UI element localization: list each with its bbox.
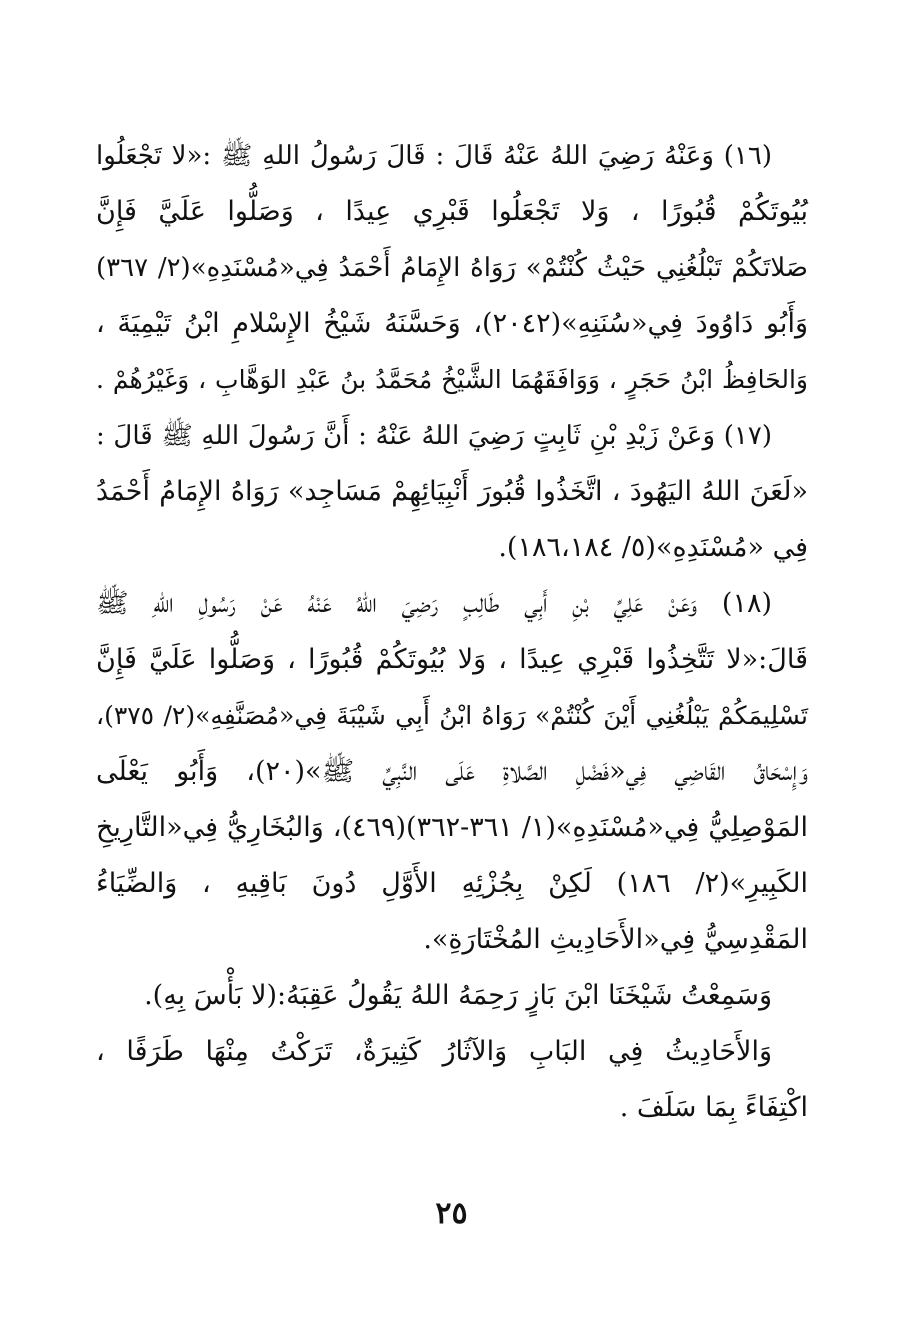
text-line: قَالَ:«لا تَتَّخِذُوا قَبْرِي عِيدًا ، وَلا بُيُوتَكُمْ قُبُورًا ، وَصَلُّوا عَلَيَّ فَإِنَّ	[96, 644, 808, 675]
text-line: «لَعَنَ اللهُ اليَهُودَ ، اتَّخَذُوا قُبُورَ أَنْبِيَائِهِمْ مَسَاجِد» رَوَاهُ الإِمَامُ أَحْمَدُ	[96, 476, 808, 507]
text-line-hadith-16-start: (١٦) وَعَنْهُ رَضِيَ اللهُ عَنْهُ قَالَ : قَالَ رَسُولُ اللهِ ﷺ :«لا تَجْعَلُوا	[96, 141, 772, 171]
page-number: ٢٥	[435, 1196, 468, 1231]
text-line: صَلاتَكُمْ تَبْلُغُنِي حَيْثُ كُنْتُمْ» رَوَاهُ الإِمَامُ أَحْمَدُ فِي«مُسْنَدِهِ»(٢/ ٣٦٧)	[96, 253, 808, 283]
text-line-closing: وَالأَحَادِيثُ فِي البَابِ وَالآثَارُ كَثِيرَةٌ، تَرَكْتُ مِنْهَا طَرَفًا ،	[96, 1036, 772, 1067]
text-line: المَقْدِسِيُّ فِي«الأَحَادِيثِ المُخْتَارَةِ».	[423, 924, 808, 955]
text-line: اكْتِفَاءً بِمَا سَلَفَ .	[619, 1092, 808, 1123]
text-line: فِي «مُسْنَدِهِ»(٥/ ١٨٦،١٨٤).	[498, 532, 808, 563]
text-line: تَسْلِيمَكُمْ يَبْلُغُنِي أَيْنَ كُنْتُمْ» رَوَاهُ ابْنُ أَبِي شَيْبَةَ فِي«مُصَنَّفِهِ»(٢/ ٣٧٥)،	[96, 701, 809, 730]
text-line: بُيُوتَكُمْ قُبُورًا ، وَلا تَجْعَلُوا قَبْرِي عِيدًا ، وَصَلُّوا عَلَيَّ فَإِنَّ	[96, 196, 808, 227]
text-line: وَإِسْحَاقُ القَاضِي فِي«فَضْلِ الصَّلاةِ عَلَى النَّبِيِّ ﷺ»(٢٠)، وَأَبُو يَعْلَى	[96, 756, 809, 787]
text-line-hadith-18-start: (١٨) وَعَنْ عَلِيِّ بْنِ أَبِي طَالِبٍ رَضِيَ اللهُ عَنْهُ عَنْ رَسُولِ اللهِ ﷺ	[96, 588, 772, 619]
text-line: المَوْصِلِيُّ فِي«مُسْنَدِهِ»(١/ ٣٦١-٣٦٢)(٤٦٩)، وَالبُخَارِيُّ فِي«التَّارِيخِ	[96, 812, 808, 843]
body-text	[96, 128, 808, 1136]
text-line: وَالحَافِظُ ابْنُ حَجَرٍ ، وَوَافَقَهُمَا الشَّيْخُ مُحَمَّدُ بنُ عَبْدِ الوَهَّابِ ، وَغَيْرُهُمْ .	[96, 365, 808, 394]
text-line: وَأَبُو دَاوُودَ فِي«سُنَنِهِ»(٢٠٤٢)، وَحَسَّنَهُ شَيْخُ الإِسْلامِ ابْنُ تَيْمِيَةَ ،	[96, 308, 808, 339]
text-line: الكَبِيرِ»(٢/ ١٨٦) لَكِنْ بِجُزْئِهِ الأَوَّلِ دُونَ بَاقِيهِ ، وَالضِّيَاءُ	[96, 868, 808, 899]
text-line-comment: وَسَمِعْتُ شَيْخَنَا ابْنَ بَازٍ رَحِمَهُ اللهُ يَقُولُ عَقِبَهُ:(لا بَأْسَ بِهِ).	[144, 980, 772, 1011]
text-line-hadith-17-start: (١٧) وَعَنْ زَيْدِ بْنِ ثَابِتٍ رَضِيَ اللهُ عَنْهُ : أَنَّ رَسُولَ اللهِ ﷺ قَالَ :	[96, 421, 772, 451]
